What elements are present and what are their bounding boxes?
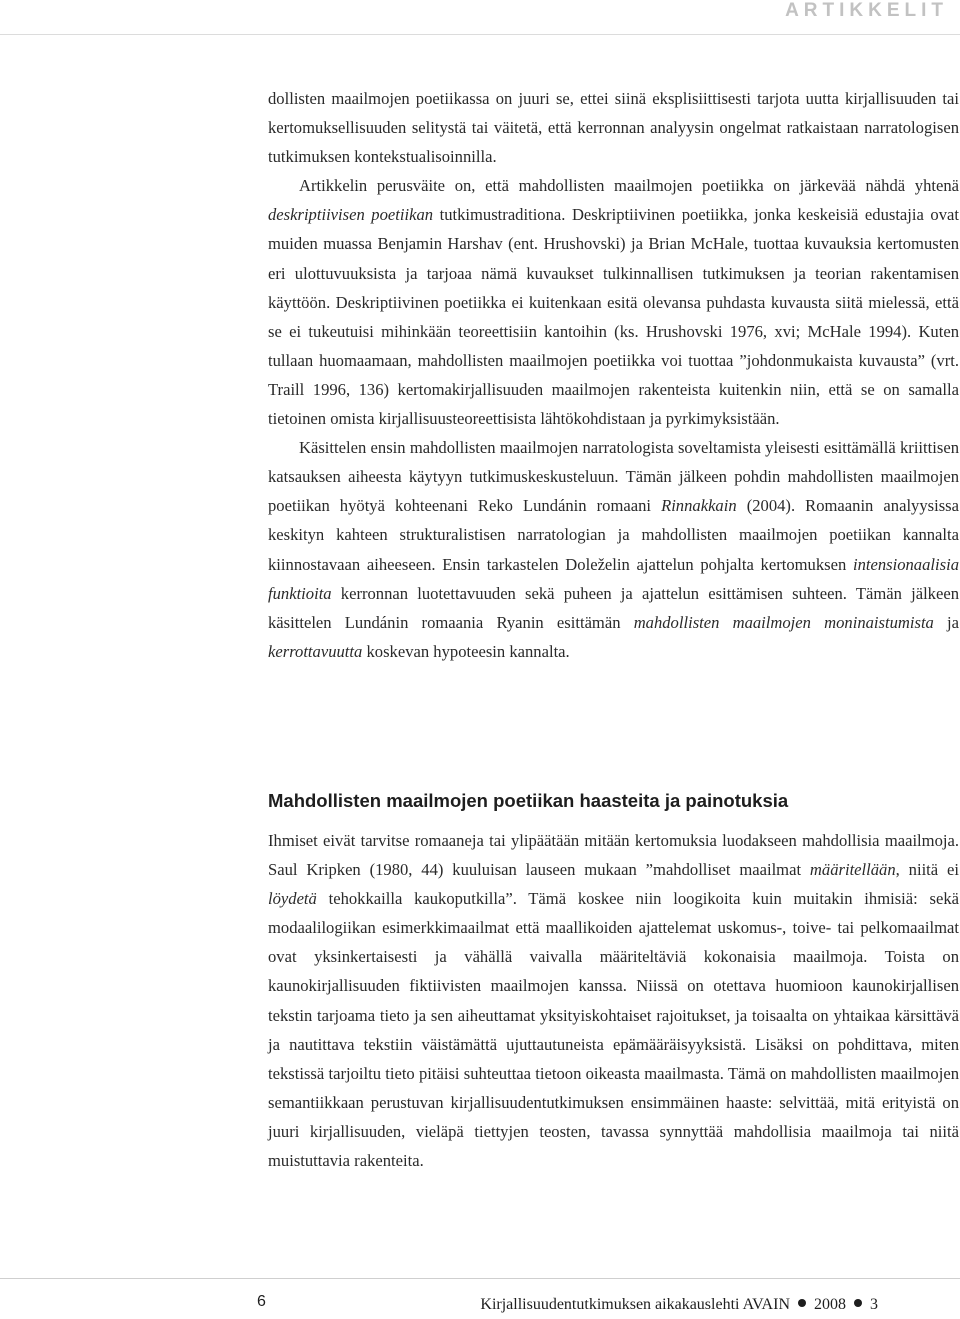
emphasized-text: Rinnakkain bbox=[661, 496, 737, 516]
text-run: tutkimustraditiona. Deskriptiivinen poetiikka, jonka keskeisiä edustajia ovat muiden muassa Benjamin Harshav (ent. Hrushovski) ja Brian McHale, tuottaa kuvauksia kertomusten eri ulottuvuuksista ja tarjoaa nämä kuvaukset tulkinnallisen tutkimuksen ja teorian rakentamisen käyttöön. Deskriptiivinen poetiikka ei kuitenkaan esitä olevansa puhdasta kuvausta siitä mielessä, että se ei tukeutuisi mihinkään teoreettisiin kantoihin (ks. Hrushovski 1976, xvi; McHale 1994). Kuten tullaan huomaamaan, mahdollisten maailmojen poetiikka voi tuottaa ”johdonmukaista kuvausta” (vrt. Traill 1996, 136) kertomakirjallisuuden maailmojen rakenteista kuitenkin niin, että se on samalla tietoinen omista kirjallisuusteoreettisista lähtökohdistaan ja pyrkimyksistään. bbox=[268, 205, 959, 429]
bullet-icon bbox=[854, 1299, 862, 1307]
text-run: , niitä ei bbox=[895, 860, 959, 880]
section-heading: Mahdollisten maailmojen poetiikan haasteita ja painotuksia bbox=[268, 790, 789, 811]
emphasized-text: löydetä bbox=[268, 889, 317, 909]
text-run: Artikkelin perusväite on, että mahdollisten maailmojen poetiikka on järkevää nähdä yhtenä bbox=[299, 176, 959, 196]
section-body bbox=[268, 826, 959, 1175]
emphasized-text: mahdollisten maailmojen moninaistumista bbox=[633, 612, 934, 632]
footer-divider bbox=[0, 1278, 960, 1279]
journal-footer bbox=[480, 1296, 878, 1314]
text-run: tehokkailla kaukoputkilla”. Tämä koskee niin loogikoita kuin muitakin ihmisiä: sekä modaalilogiikan esimerkkimaailmat että maallikoiden ajattelemat uskomus-, toive- tai pelkomaailmat ovat yksinkertaisesti ja vähällä vaivalla määriteltäviä kokonaisia maailmoja. Toista on kaunokirjallisuuden fiktiivisten maailmojen kanssa. Niissä on otettava huomioon kaunokirjallisen tekstin tarjoama tieto ja sen aiheuttamat yksityiskohtaiset rajoitukset, ja toisaalta on yhtaikaa kärsittävä ja nautittava tekstiin väistämättä ujuttautuneista epämääräisyyksistä. Lisäksi on pohdittava, miten tekstissä tarjoiltu tieto pitäisi suhteuttaa tietoon oikeasta maailmasta. Tämä on mahdollisten maailmojen semantiikkaan perustuvan kirjallisuudentutkimuksen ensimmäinen haaste: selvittää, mitä erityistä on juuri kirjallisuuden, vieläpä tiettyjen teosten, tavassa synnyttää mahdollisia maailmoja tai niitä muistuttavia rakenteita. bbox=[268, 889, 959, 1171]
section-label: ARTIKKELIT bbox=[785, 0, 948, 21]
text-run: koskevan hypoteesin kannalta. bbox=[362, 641, 570, 661]
paragraph bbox=[268, 826, 959, 1175]
paragraph bbox=[268, 171, 959, 433]
emphasized-text: intensionaalisia funktioita bbox=[268, 554, 959, 603]
journal-name: Kirjallisuudentutkimuksen aikakauslehti AVAIN bbox=[480, 1296, 790, 1313]
text-run: dollisten maailmojen poetiikassa on juuri se, ettei siinä eksplisiittisesti tarjota uutta kirjallisuuden tai kertomuksellisuuden selitystä tai väitetä, että kerronnan analyysin ongelmat ratkaistaan narratologisen tutkimuksen kontekstualisoinnilla. bbox=[268, 89, 959, 167]
bullet-icon bbox=[798, 1299, 806, 1307]
text-run: ja bbox=[933, 612, 960, 632]
header-divider bbox=[0, 34, 960, 35]
paragraph bbox=[268, 84, 959, 171]
article-body bbox=[268, 84, 959, 666]
emphasized-text: kerrottavuutta bbox=[268, 641, 363, 661]
text-run: (2004). Romaanin analyysissa keskityn kahteen strukturalistisen narratologian ja mahdollisten maailmojen poetiikan kannalta kiinnostavaan aiheeseen. Ensin tarkastelen Doleželin ajattelun pohjalta kertomuksen bbox=[268, 496, 959, 574]
page-number: 6 bbox=[257, 1293, 266, 1310]
text-run: Käsittelen ensin mahdollisten maailmojen narratologista soveltamista yleisesti esittämällä kriittisen katsauksen aiheesta käytyyn tutkimuskeskusteluun. Tämän jälkeen pohdin mahdollisten maailmojen poetiikan hyötyä kohteenani Reko Lundánin romaani bbox=[268, 438, 959, 516]
paragraph bbox=[268, 433, 959, 666]
emphasized-text: deskriptiivisen poetiikan bbox=[268, 205, 434, 225]
text-run: Ihmiset eivät tarvitse romaaneja tai ylipäätään mitään kertomuksia luodakseen mahdollisia maailmoja. Saul Kripken (1980, 44) kuuluisan lauseen mukaan ”mahdolliset maailmat bbox=[268, 831, 959, 880]
journal-issue: 3 bbox=[870, 1296, 878, 1313]
journal-year: 2008 bbox=[814, 1296, 846, 1313]
text-run: kerronnan luotettavuuden sekä puheen ja ajattelun esittämisen suhteen. Tämän jälkeen käsittelen Lundánin romaania Ryanin esittämän bbox=[268, 583, 959, 632]
emphasized-text: määritellään bbox=[809, 860, 896, 880]
